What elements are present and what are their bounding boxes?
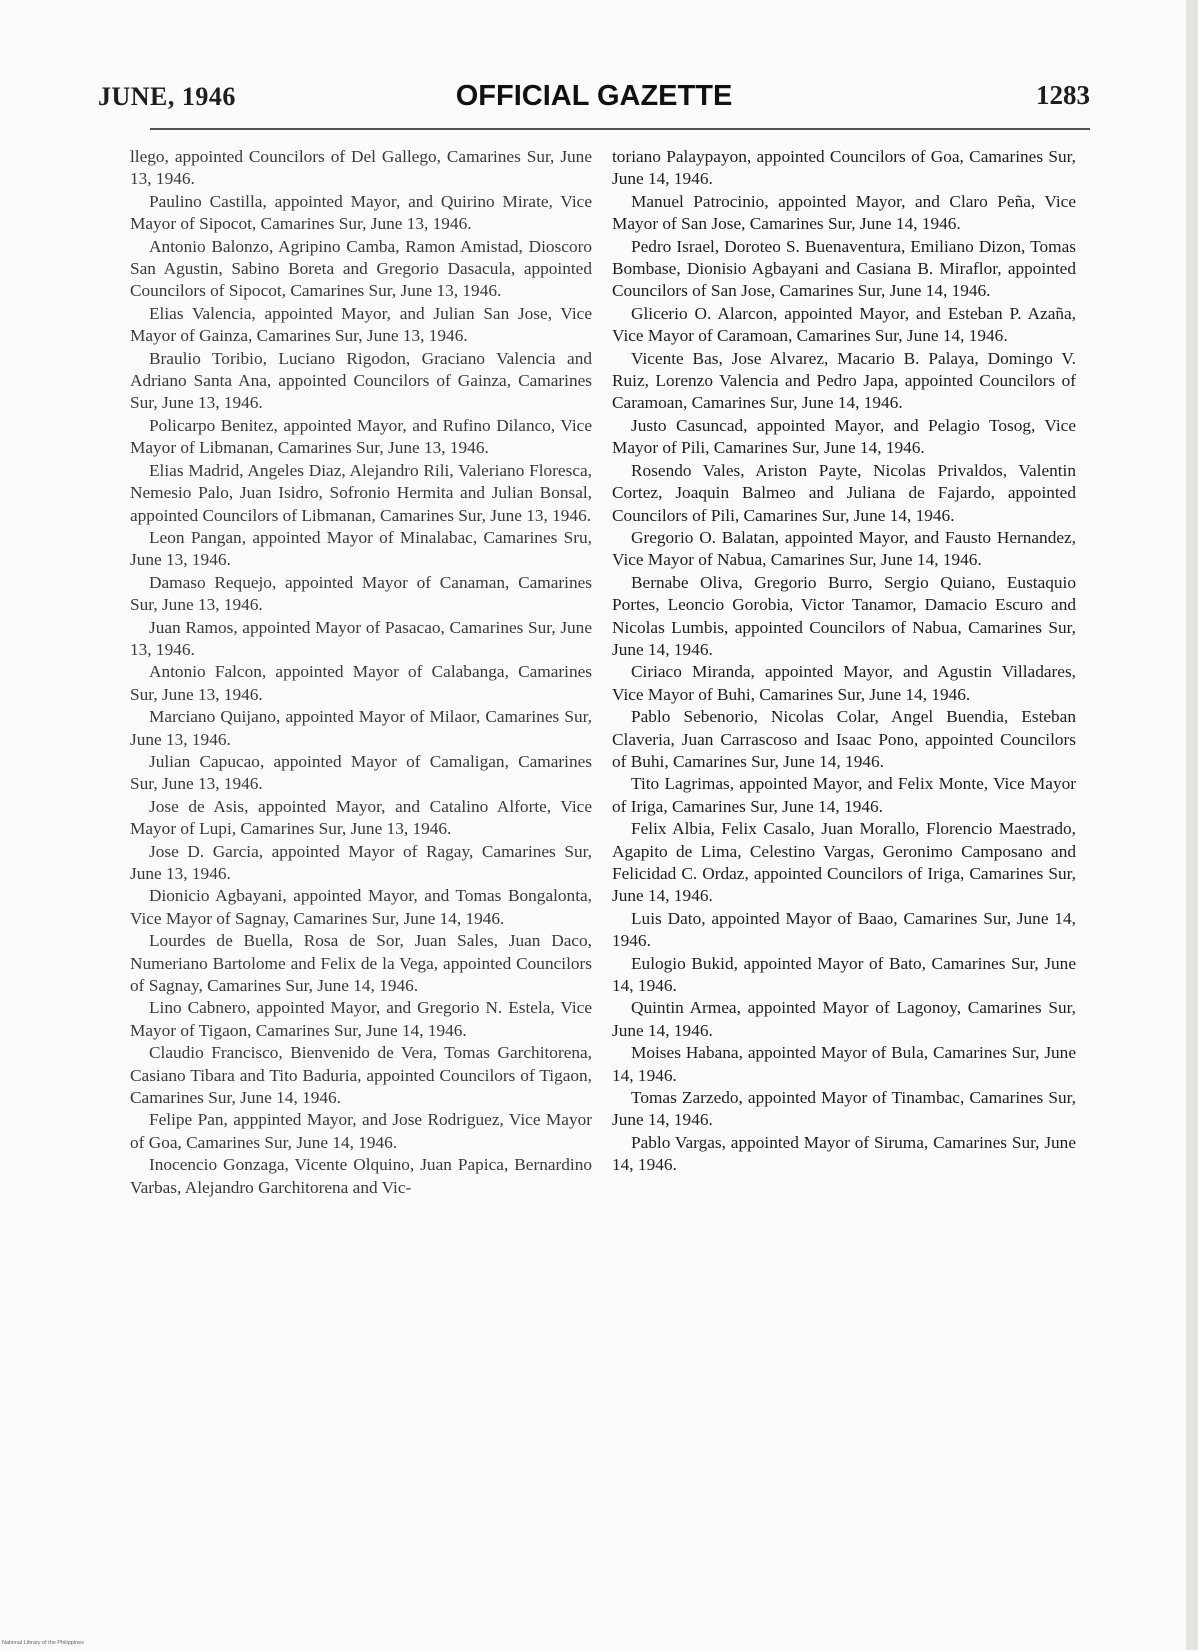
paragraph: Leon Pangan, appointed Mayor of Minalabac, Camarines Sru, June 13, 1946. — [130, 527, 592, 570]
paragraph: Glicerio O. Alarcon, appointed Mayor, and Esteban P. Azaña, Vice Mayor of Caramoan, Camarines Sur, June 14, 1946. — [612, 303, 1076, 346]
paragraph: Policarpo Benitez, appointed Mayor, and Rufino Dilanco, Vice Mayor of Libmanan, Camarines Sur, June 13, 1946. — [130, 415, 592, 458]
right-column — [612, 146, 1076, 1177]
paragraph: Vicente Bas, Jose Alvarez, Macario B. Palaya, Domingo V. Ruiz, Lorenzo Valencia and Pedro Japa, appointed Councilors of Caramoan, Camarines Sur, June 14, 1946. — [612, 348, 1076, 413]
paragraph: Marciano Quijano, appointed Mayor of Milaor, Camarines Sur, June 13, 1946. — [130, 707, 592, 749]
paragraph: Julian Capucao, appointed Mayor of Camaligan, Camarines Sur, June 13, 1946. — [130, 751, 592, 794]
paragraph: Justo Casuncad, appointed Mayor, and Pelagio Tosog, Vice Mayor of Pili, Camarines Sur, June 14, 1946. — [612, 415, 1076, 458]
paragraph: Luis Dato, appointed Mayor of Baao, Camarines Sur, June 14, 1946. — [612, 908, 1076, 951]
paragraph: Pablo Vargas, appointed Mayor of Siruma, Camarines Sur, June 14, 1946. — [612, 1132, 1076, 1175]
page-edge — [1186, 0, 1198, 1650]
paragraph: Gregorio O. Balatan, appointed Mayor, and Fausto Hernandez, Vice Mayor of Nabua, Camarines Sur, June 14, 1946. — [612, 527, 1076, 570]
paragraph: Rosendo Vales, Ariston Payte, Nicolas Privaldos, Valentin Cortez, Joaquin Balmeo and Juliana de Fajardo, appointed Councilors of Pili, Camarines Sur, June 14, 1946. — [612, 460, 1076, 525]
paragraph: Lino Cabnero, appointed Mayor, and Gregorio N. Estela, Vice Mayor of Tigaon, Camarines Sur, June 14, 1946. — [130, 998, 592, 1040]
paragraph: Antonio Falcon, appointed Mayor of Calabanga, Camarines Sur, June 13, 1946. — [130, 662, 592, 704]
paragraph: Inocencio Gonzaga, Vicente Olquino, Juan Papica, Bernardino Varbas, Alejandro Garchitorena and Vic- — [130, 1155, 592, 1197]
paragraph: Braulio Toribio, Luciano Rigodon, Graciano Valencia and Adriano Santa Ana, appointed Councilors of Gainza, Camarines Sur, June 13, 1946. — [130, 348, 592, 413]
publication-title: OFFICIAL GAZETTE — [455, 80, 733, 112]
paragraph: Felipe Pan, apppinted Mayor, and Jose Rodriguez, Vice Mayor of Goa, Camarines Sur, June 14, 1946. — [130, 1110, 592, 1152]
paragraph: Eulogio Bukid, appointed Mayor of Bato, Camarines Sur, June 14, 1946. — [612, 953, 1076, 996]
paragraph: Dionicio Agbayani, appointed Mayor, and Tomas Bongalonta, Vice Mayor of Sagnay, Camarines Sur, June 14, 1946. — [130, 886, 592, 928]
paragraph: Jose de Asis, appointed Mayor, and Catalino Alforte, Vice Mayor of Lupi, Camarines Sur, June 13, 1946. — [130, 796, 592, 839]
paragraph: Claudio Francisco, Bienvenido de Vera, Tomas Garchitorena, Casiano Tibara and Tito Baduria, appointed Councilors of Tigaon, Camarines Sur, June 14, 1946. — [130, 1043, 592, 1108]
paragraph: Bernabe Oliva, Gregorio Burro, Sergio Quiano, Eustaquio Portes, Leoncio Gorobia, Victor Tanamor, Damacio Escuro and Nicolas Lumbis, appointed Councilors of Nabua, Camarines Sur, June 14, 1946. — [612, 572, 1076, 659]
left-column — [130, 146, 592, 1199]
paragraph: Tomas Zarzedo, appointed Mayor of Tinambac, Camarines Sur, June 14, 1946. — [612, 1088, 1076, 1130]
paragraph: Jose D. Garcia, appointed Mayor of Ragay, Camarines Sur, June 13, 1946. — [130, 841, 592, 883]
paragraph: Felix Albia, Felix Casalo, Juan Morallo, Florencio Maestrado, Agapito de Lima, Celestino Vargas, Geronimo Camposano and Felicidad C. Ordaz, appointed Councilors of Iriga, Camarines Sur, June 14, 1946. — [612, 819, 1076, 906]
paragraph: Lourdes de Buella, Rosa de Sor, Juan Sales, Juan Daco, Numeriano Bartolome and Felix de la Vega, appointed Councilors of Sagnay, Camarines Sur, June 14, 1946. — [130, 931, 592, 996]
paragraph: Elias Valencia, appointed Mayor, and Julian San Jose, Vice Mayor of Gainza, Camarines Sur, June 13, 1946. — [130, 303, 592, 346]
paragraph: Antonio Balonzo, Agripino Camba, Ramon Amistad, Dioscoro San Agustin, Sabino Boreta and Gregorio Dasacula, appointed Councilors of Sipocot, Camarines Sur, June 13, 1946. — [130, 236, 592, 301]
paragraph: llego, appointed Councilors of Del Gallego, Camarines Sur, June 13, 1946. — [130, 147, 592, 189]
paragraph: Manuel Patrocinio, appointed Mayor, and Claro Peña, Vice Mayor of San Jose, Camarines Sur, June 14, 1946. — [612, 191, 1076, 234]
issue-date: JUNE, 1946 — [98, 82, 236, 111]
page-header — [98, 78, 1090, 118]
paragraph: Pablo Sebenorio, Nicolas Colar, Angel Buendia, Esteban Claveria, Juan Carrascoso and Isaac Pono, appointed Councilors of Buhi, Camarines Sur, June 14, 1946. — [612, 707, 1076, 771]
source-note: National Library of the Philippines — [2, 1640, 84, 1646]
paragraph: Tito Lagrimas, appointed Mayor, and Felix Monte, Vice Mayor of Iriga, Camarines Sur, June 14, 1946. — [612, 774, 1076, 816]
paragraph: toriano Palaypayon, appointed Councilors of Goa, Camarines Sur, June 14, 1946. — [612, 147, 1076, 189]
paragraph: Juan Ramos, appointed Mayor of Pasacao, Camarines Sur, June 13, 1946. — [130, 617, 592, 659]
page-number: 1283 — [1036, 80, 1090, 110]
paragraph: Elias Madrid, Angeles Diaz, Alejandro Rili, Valeriano Floresca, Nemesio Palo, Juan Isidro, Sofronio Hermita and Julian Bonsal, appointed Councilors of Libmanan, Camarines Sur, June 13, 1946. — [130, 460, 592, 525]
paragraph: Ciriaco Miranda, appointed Mayor, and Agustin Villadares, Vice Mayor of Buhi, Camarines Sur, June 14, 1946. — [612, 662, 1076, 704]
paragraph: Moises Habana, appointed Mayor of Bula, Camarines Sur, June 14, 1946. — [612, 1043, 1076, 1085]
paragraph: Quintin Armea, appointed Mayor of Lagonoy, Camarines Sur, June 14, 1946. — [612, 998, 1076, 1040]
paragraph: Paulino Castilla, appointed Mayor, and Quirino Mirate, Vice Mayor of Sipocot, Camarines Sur, June 13, 1946. — [130, 191, 592, 234]
header-rule — [150, 128, 1090, 130]
paragraph: Damaso Requejo, appointed Mayor of Canaman, Camarines Sur, June 13, 1946. — [130, 572, 592, 615]
paragraph: Pedro Israel, Doroteo S. Buenaventura, Emiliano Dizon, Tomas Bombase, Dionisio Agbayani and Casiana B. Miraflor, appointed Councilors of San Jose, Camarines Sur, June 14, 1946. — [612, 236, 1076, 301]
